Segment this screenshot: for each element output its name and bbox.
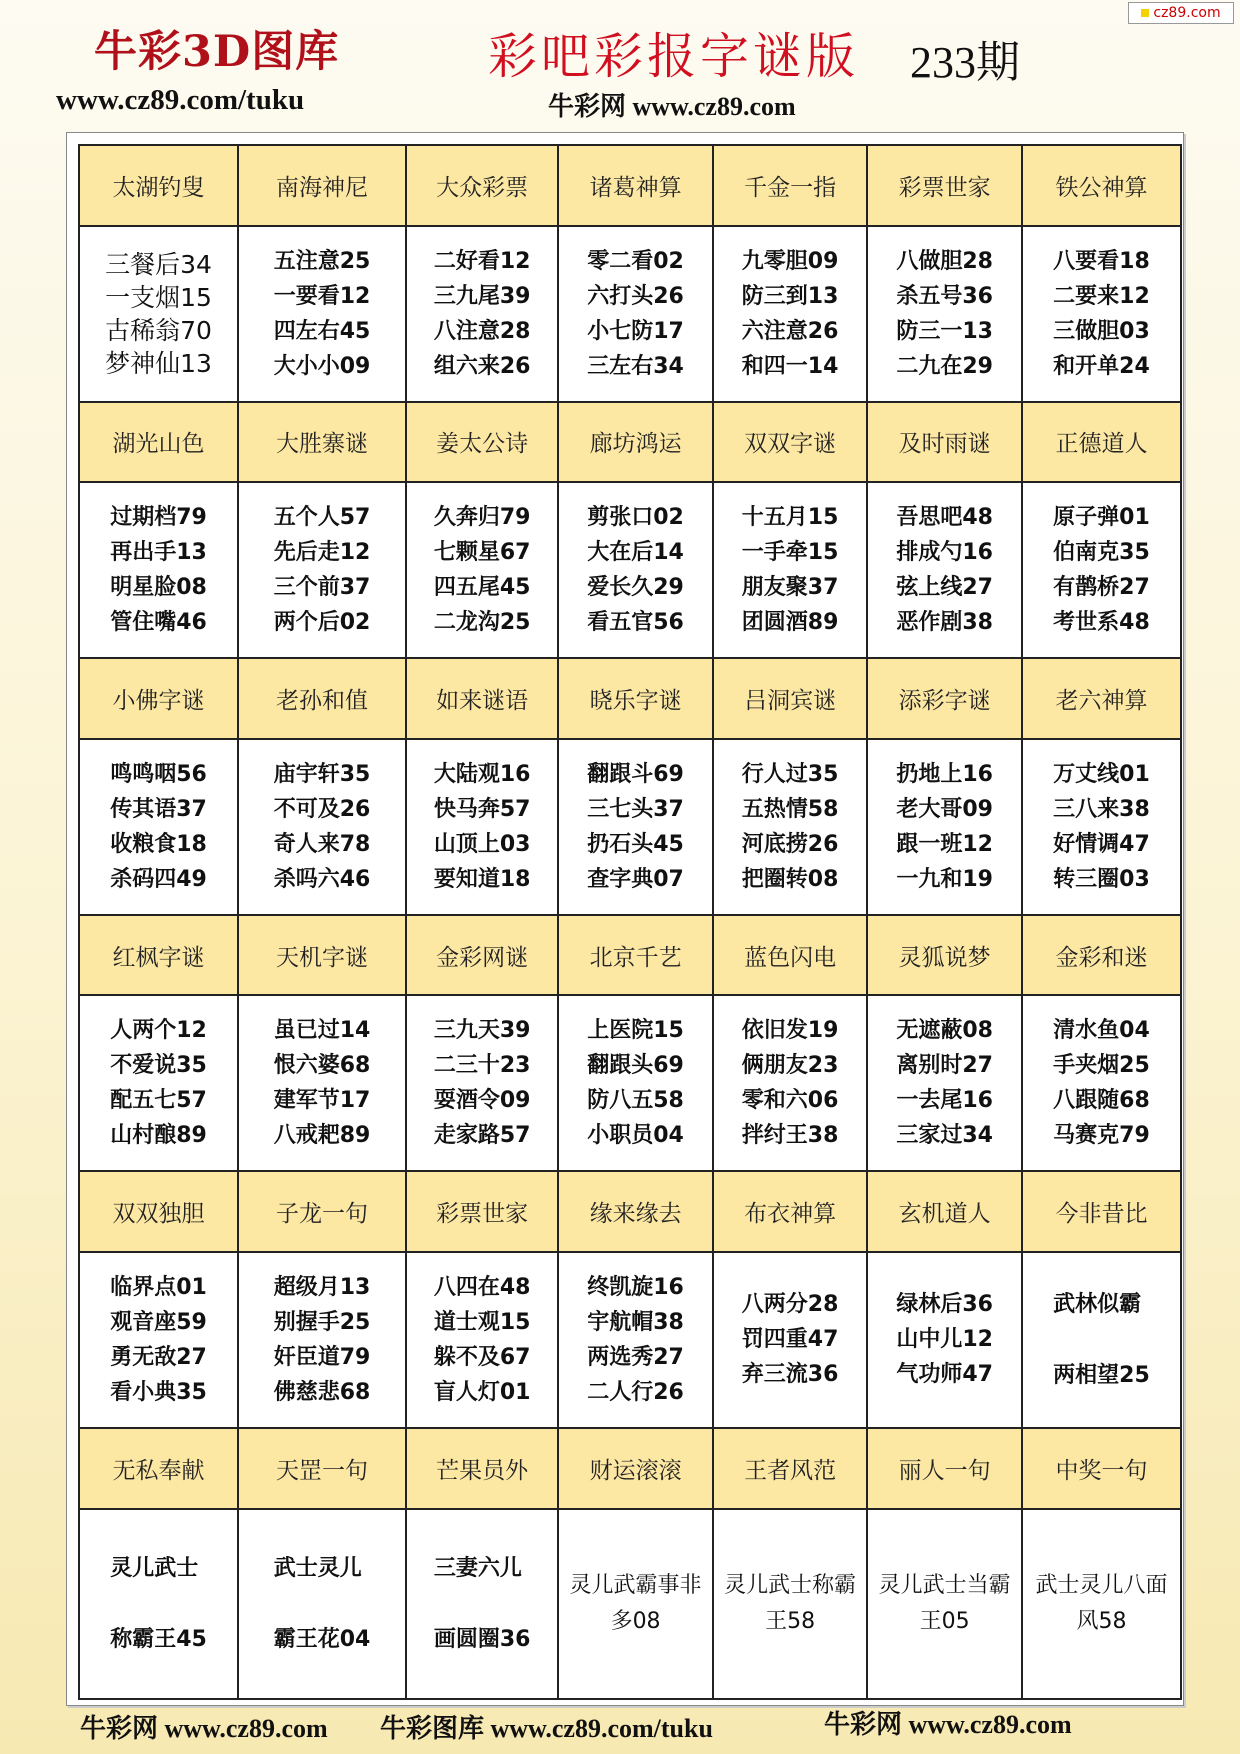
column-source-name: 太湖钓叟 xyxy=(79,145,238,226)
riddle-lines xyxy=(587,244,684,384)
riddle-lines xyxy=(896,1287,993,1392)
riddle-line: 扔地上16 xyxy=(896,761,993,787)
riddle-line: 佛慈悲68 xyxy=(273,1379,371,1405)
riddle-lines xyxy=(110,1551,207,1657)
column-source-name: 双双独胆 xyxy=(79,1171,238,1252)
riddle-line: 弃三流36 xyxy=(741,1362,839,1388)
column-source-name: 灵狐说梦 xyxy=(867,915,1022,996)
riddle-lines xyxy=(274,1013,371,1153)
riddle-line: 七颗星67 xyxy=(433,540,531,566)
riddle-lines xyxy=(434,757,531,897)
riddle-lines xyxy=(110,1270,207,1410)
riddle-cell xyxy=(79,995,238,1171)
riddle-lines xyxy=(434,1270,531,1410)
riddle-line: 杀码四49 xyxy=(110,866,207,892)
riddle-line: 收粮食18 xyxy=(110,831,207,857)
riddle-cell xyxy=(713,739,868,915)
riddle-line: 三左右34 xyxy=(587,353,684,379)
riddle-cell xyxy=(558,1252,713,1428)
riddle-line: 爱长久29 xyxy=(587,575,684,601)
column-source-name: 金彩网谜 xyxy=(406,915,558,996)
riddle-line: 一去尾16 xyxy=(896,1088,993,1114)
column-source-name: 诸葛神算 xyxy=(558,145,713,226)
column-source-name: 老孙和值 xyxy=(238,658,406,739)
riddle-cell xyxy=(713,226,868,402)
riddle-cell xyxy=(867,1252,1022,1428)
riddle-line: 三七头37 xyxy=(587,796,684,822)
riddle-line: 超级月13 xyxy=(273,1274,371,1300)
riddle-line: 三餐后34 xyxy=(105,249,212,279)
riddle-line: 手夹烟25 xyxy=(1053,1053,1150,1079)
column-source-name: 姜太公诗 xyxy=(406,402,558,483)
column-source-name: 天机字谜 xyxy=(238,915,406,996)
riddle-lines xyxy=(274,1270,371,1410)
riddle-line: 灵儿武士当霸王05 xyxy=(878,1572,1011,1634)
riddle-line: 山村酿89 xyxy=(110,1123,207,1149)
riddle-lines xyxy=(896,500,993,640)
riddle-line: 扔石头45 xyxy=(587,831,684,857)
riddle-line: 杀五号36 xyxy=(896,283,993,309)
riddle-cell xyxy=(1022,226,1181,402)
footer-link-middle[interactable]: 牛彩图库 www.cz89.com/tuku xyxy=(380,1714,713,1743)
riddle-lines xyxy=(274,500,371,640)
riddle-cell xyxy=(79,1252,238,1428)
riddle-row xyxy=(79,1252,1181,1428)
riddle-cell xyxy=(1022,482,1181,658)
riddle-line: 零二看02 xyxy=(587,248,684,274)
header-row xyxy=(79,402,1181,483)
riddle-line: 两选秀27 xyxy=(587,1344,684,1370)
riddle-cell xyxy=(406,739,558,915)
brand-title: 牛彩3D图库 xyxy=(94,27,340,77)
riddle-cell xyxy=(713,995,868,1171)
riddle-line: 团圆酒89 xyxy=(741,610,839,636)
riddle-line: 八跟随68 xyxy=(1053,1088,1150,1114)
riddle-line: 管住嘴46 xyxy=(110,610,207,636)
riddle-line: 剪张口02 xyxy=(587,505,684,531)
column-source-name: 铁公神算 xyxy=(1022,145,1181,226)
riddle-line: 二三十23 xyxy=(433,1053,531,1079)
riddle-line: 明星脸08 xyxy=(110,575,207,601)
riddle-line: 奸臣道79 xyxy=(273,1344,371,1370)
riddle-lines xyxy=(742,1287,839,1392)
riddle-lines xyxy=(434,500,531,640)
riddle-line: 道士观15 xyxy=(433,1309,531,1335)
riddle-line: 一手牵15 xyxy=(741,540,839,566)
riddle-line: 梦神仙13 xyxy=(105,348,212,378)
riddle-line: 五个人57 xyxy=(273,505,371,531)
riddle-cell xyxy=(867,1509,1022,1700)
riddle-line: 清水鱼04 xyxy=(1053,1018,1150,1044)
riddle-line: 四五尾45 xyxy=(433,575,531,601)
riddle-line: 先后走12 xyxy=(273,540,371,566)
riddle-line: 山中儿12 xyxy=(896,1327,993,1353)
line-spacer xyxy=(274,1586,371,1622)
column-source-name: 无私奉献 xyxy=(79,1428,238,1509)
riddle-cell xyxy=(79,739,238,915)
riddle-line: 宇航帽38 xyxy=(587,1309,684,1335)
riddle-line: 转三圈03 xyxy=(1053,866,1150,892)
riddle-cell xyxy=(558,1509,713,1700)
riddle-line: 一九和19 xyxy=(896,866,993,892)
riddle-lines xyxy=(105,248,212,380)
riddle-lines xyxy=(110,500,207,640)
riddle-line: 恨六婆68 xyxy=(273,1053,371,1079)
riddle-line: 离别时27 xyxy=(896,1053,993,1079)
riddle-line: 看小典35 xyxy=(110,1379,207,1405)
riddle-lines xyxy=(434,1013,531,1153)
riddle-line: 小七防17 xyxy=(587,318,684,344)
riddle-line: 灵儿武士 xyxy=(110,1555,199,1581)
riddle-line: 无遮蔽08 xyxy=(896,1018,993,1044)
riddle-cell xyxy=(867,482,1022,658)
riddle-line: 拌纣王38 xyxy=(741,1123,839,1149)
riddle-line: 四左右45 xyxy=(273,318,371,344)
riddle-cell xyxy=(238,739,406,915)
riddle-line: 有鹊桥27 xyxy=(1053,575,1150,601)
riddle-line: 吾思吧48 xyxy=(896,505,993,531)
riddle-line: 老大哥09 xyxy=(896,796,993,822)
riddle-lines xyxy=(1053,244,1150,384)
riddle-lines xyxy=(110,757,207,897)
riddle-lines xyxy=(896,1013,993,1153)
column-source-name: 双双字谜 xyxy=(713,402,868,483)
riddle-line: 八两分28 xyxy=(741,1292,839,1318)
riddle-cell xyxy=(558,995,713,1171)
column-source-name: 丽人一句 xyxy=(867,1428,1022,1509)
riddle-line: 马赛克79 xyxy=(1053,1123,1150,1149)
riddle-cell xyxy=(79,482,238,658)
riddle-line: 八做胆28 xyxy=(896,248,993,274)
riddle-line: 大陆观16 xyxy=(433,761,531,787)
riddle-cell xyxy=(406,1509,558,1700)
riddle-line: 伯南克35 xyxy=(1053,540,1150,566)
riddle-lines xyxy=(434,244,531,384)
column-source-name: 大众彩票 xyxy=(406,145,558,226)
riddle-line: 防八五58 xyxy=(587,1088,684,1114)
riddle-line: 二九在29 xyxy=(896,353,993,379)
riddle-line: 灵儿武士称霸王58 xyxy=(724,1572,857,1634)
riddle-cell xyxy=(406,226,558,402)
riddle-lines xyxy=(896,244,993,384)
footer-link-left[interactable]: 牛彩网 www.cz89.com xyxy=(80,1714,328,1743)
riddle-row xyxy=(79,995,1181,1171)
site-tag-marker-icon xyxy=(1141,9,1149,17)
riddle-cell xyxy=(558,226,713,402)
riddle-line: 九零胆09 xyxy=(741,248,839,274)
riddle-row xyxy=(79,226,1181,402)
riddle-line: 二龙沟25 xyxy=(433,610,531,636)
column-source-name: 今非昔比 xyxy=(1022,1171,1181,1252)
column-source-name: 蓝色闪电 xyxy=(713,915,868,996)
riddle-lines xyxy=(1053,1287,1150,1393)
riddle-line: 配五七57 xyxy=(110,1088,207,1114)
riddle-cell xyxy=(867,226,1022,402)
riddle-line: 气功师47 xyxy=(896,1362,993,1388)
riddle-line: 一要看12 xyxy=(273,283,371,309)
line-spacer xyxy=(110,1586,207,1622)
riddle-cell xyxy=(713,1252,868,1428)
riddle-line: 和四一14 xyxy=(741,353,839,379)
riddle-line: 杀吗六46 xyxy=(273,866,371,892)
riddle-lines xyxy=(274,1551,371,1657)
riddle-cell xyxy=(867,995,1022,1171)
riddle-cell xyxy=(79,226,238,402)
riddle-line: 三九尾39 xyxy=(433,283,531,309)
column-source-name: 布衣神算 xyxy=(713,1171,868,1252)
issue-number: 233期 xyxy=(910,38,1020,87)
riddle-line: 两相望25 xyxy=(1053,1362,1150,1388)
riddle-cell xyxy=(238,226,406,402)
riddle-line: 排成勺16 xyxy=(896,540,993,566)
footer-link-right[interactable]: 牛彩网 www.cz89.com xyxy=(824,1710,1072,1739)
riddle-line: 原子弹01 xyxy=(1053,505,1150,531)
column-source-name: 彩票世家 xyxy=(867,145,1022,226)
site-url[interactable]: 牛彩网 www.cz89.com xyxy=(548,92,796,121)
riddle-line: 组六来26 xyxy=(433,353,531,379)
riddle-line: 俩朋友23 xyxy=(741,1053,839,1079)
riddle-line: 一支烟15 xyxy=(105,282,212,312)
riddle-line: 两个后02 xyxy=(273,610,371,636)
riddle-lines xyxy=(110,1013,207,1153)
riddle-line: 防三一13 xyxy=(896,318,993,344)
column-source-name: 湖光山色 xyxy=(79,402,238,483)
column-source-name: 正德道人 xyxy=(1022,402,1181,483)
riddle-line: 过期档79 xyxy=(110,505,207,531)
riddle-line: 十五月15 xyxy=(741,505,839,531)
column-source-name: 老六神算 xyxy=(1022,658,1181,739)
riddle-line: 五热情58 xyxy=(741,796,839,822)
riddle-cell xyxy=(406,482,558,658)
column-source-name: 王者风范 xyxy=(713,1428,868,1509)
riddle-line: 翻跟斗69 xyxy=(587,761,684,787)
riddle-line: 走家路57 xyxy=(433,1123,531,1149)
riddle-line: 武士灵儿八面风58 xyxy=(1035,1572,1168,1634)
riddle-line: 朋友聚37 xyxy=(741,575,839,601)
column-source-name: 小佛字谜 xyxy=(79,658,238,739)
riddle-lines xyxy=(587,500,684,640)
riddle-line: 二人行26 xyxy=(587,1379,684,1405)
riddle-line: 看五官56 xyxy=(587,610,684,636)
column-source-name: 彩票世家 xyxy=(406,1171,558,1252)
column-source-name: 天罡一句 xyxy=(238,1428,406,1509)
riddle-line: 把圈转08 xyxy=(741,866,839,892)
riddle-line: 弦上线27 xyxy=(896,575,993,601)
riddle-cell xyxy=(1022,1252,1181,1428)
riddle-line: 盲人灯01 xyxy=(433,1379,531,1405)
riddle-cell xyxy=(238,1252,406,1428)
riddle-lines xyxy=(587,757,684,897)
riddle-line: 零和六06 xyxy=(741,1088,839,1114)
riddle-line: 建军节17 xyxy=(273,1088,371,1114)
riddle-line: 八四在48 xyxy=(433,1274,531,1300)
riddle-line: 八要看18 xyxy=(1053,248,1150,274)
column-source-name: 北京千艺 xyxy=(558,915,713,996)
line-spacer xyxy=(1053,1322,1150,1358)
riddle-line: 画圆圈36 xyxy=(433,1626,531,1652)
riddle-line: 二要来12 xyxy=(1053,283,1150,309)
riddle-line: 河底捞26 xyxy=(741,831,839,857)
riddle-line: 别握手25 xyxy=(273,1309,371,1335)
riddle-line: 临界点01 xyxy=(110,1274,207,1300)
riddle-line: 武林似霸 xyxy=(1053,1291,1142,1317)
column-source-name: 添彩字谜 xyxy=(867,658,1022,739)
riddle-line: 上医院15 xyxy=(587,1018,684,1044)
riddle-lines xyxy=(742,500,839,640)
riddle-line: 跟一班12 xyxy=(896,831,993,857)
riddle-line: 三八来38 xyxy=(1053,796,1150,822)
riddle-line: 大在后14 xyxy=(587,540,684,566)
riddle-line: 耍酒令09 xyxy=(433,1088,531,1114)
riddle-line: 八注意28 xyxy=(433,318,531,344)
riddle-line: 翻跟头69 xyxy=(587,1053,684,1079)
column-source-name: 吕洞宾谜 xyxy=(713,658,868,739)
riddle-cell xyxy=(713,482,868,658)
header-row xyxy=(79,1428,1181,1509)
riddle-cell xyxy=(238,482,406,658)
riddle-line: 行人过35 xyxy=(741,761,839,787)
riddle-line: 依旧发19 xyxy=(741,1018,839,1044)
riddle-lines xyxy=(1053,1013,1150,1153)
riddle-line: 古稀翁70 xyxy=(105,315,212,345)
column-source-name: 南海神尼 xyxy=(238,145,406,226)
riddle-line: 六打头26 xyxy=(587,283,684,309)
riddle-cell xyxy=(558,482,713,658)
column-source-name: 如来谜语 xyxy=(406,658,558,739)
riddle-line: 三家过34 xyxy=(896,1123,993,1149)
header-row xyxy=(79,1171,1181,1252)
riddle-cell xyxy=(1022,739,1181,915)
riddle-line: 二好看12 xyxy=(433,248,531,274)
column-source-name: 大胜寨谜 xyxy=(238,402,406,483)
riddle-lines xyxy=(434,1551,531,1657)
riddle-line: 防三到13 xyxy=(741,283,839,309)
riddle-table xyxy=(78,144,1182,1700)
column-source-name: 财运滚滚 xyxy=(558,1428,713,1509)
riddle-line: 绿林后36 xyxy=(896,1292,993,1318)
riddle-line: 武士灵儿 xyxy=(273,1555,362,1581)
riddle-row xyxy=(79,739,1181,915)
riddle-lines xyxy=(1053,757,1150,897)
riddle-lines xyxy=(742,757,839,897)
riddle-cell xyxy=(406,995,558,1171)
riddle-line: 人两个12 xyxy=(110,1018,207,1044)
riddle-line: 勇无敌27 xyxy=(110,1344,207,1370)
riddle-line: 终凯旋16 xyxy=(587,1274,684,1300)
riddle-line: 庙宇轩35 xyxy=(273,761,371,787)
riddle-lines xyxy=(587,1013,684,1153)
riddle-line: 鸣鸣咽56 xyxy=(110,761,207,787)
riddle-line: 久奔归79 xyxy=(433,505,531,531)
riddle-cell xyxy=(79,1509,238,1700)
riddle-line: 灵儿武霸事非多08 xyxy=(569,1572,702,1634)
riddle-line: 虽已过14 xyxy=(273,1018,371,1044)
riddle-row xyxy=(79,1509,1181,1700)
column-source-name: 金彩和迷 xyxy=(1022,915,1181,996)
riddle-line: 罚四重47 xyxy=(741,1327,839,1353)
column-source-name: 廊坊鸿运 xyxy=(558,402,713,483)
column-source-name: 中奖一句 xyxy=(1022,1428,1181,1509)
riddle-line: 观音座59 xyxy=(110,1309,207,1335)
site-tag-text: cz89.com xyxy=(1153,5,1221,21)
riddle-line: 万丈线01 xyxy=(1053,761,1150,787)
riddle-line: 和开单24 xyxy=(1053,353,1150,379)
column-source-name: 晓乐字谜 xyxy=(558,658,713,739)
riddle-cell xyxy=(406,1252,558,1428)
header-row xyxy=(79,658,1181,739)
column-source-name: 及时雨谜 xyxy=(867,402,1022,483)
riddle-line: 三九天39 xyxy=(433,1018,531,1044)
riddle-line: 小职员04 xyxy=(587,1123,684,1149)
riddle-line: 奇人来78 xyxy=(273,831,371,857)
riddle-line: 再出手13 xyxy=(110,540,207,566)
riddle-lines xyxy=(1053,500,1150,640)
riddle-line: 好情调47 xyxy=(1053,831,1150,857)
riddle-line: 称霸王45 xyxy=(110,1626,207,1652)
site-tag[interactable] xyxy=(1128,2,1234,24)
riddle-lines xyxy=(742,1013,839,1153)
riddle-line: 八戒耙89 xyxy=(273,1123,371,1149)
column-source-name: 红枫字谜 xyxy=(79,915,238,996)
riddle-cell xyxy=(867,739,1022,915)
riddle-cell xyxy=(238,1509,406,1700)
riddle-lines xyxy=(274,244,371,384)
riddle-line: 躲不及67 xyxy=(433,1344,531,1370)
brand-url[interactable]: www.cz89.com/tuku xyxy=(56,84,305,116)
header-row xyxy=(79,915,1181,996)
riddle-lines xyxy=(742,244,839,384)
riddle-line: 五注意25 xyxy=(273,248,371,274)
riddle-line: 传其语37 xyxy=(110,796,207,822)
line-spacer xyxy=(434,1586,531,1622)
column-source-name: 千金一指 xyxy=(713,145,868,226)
riddle-line: 恶作剧38 xyxy=(896,610,993,636)
riddle-line: 大小小09 xyxy=(273,353,371,379)
page-title: 彩吧彩报字谜版 xyxy=(488,28,860,85)
riddle-lines xyxy=(587,1270,684,1410)
riddle-line: 考世系48 xyxy=(1053,610,1150,636)
riddle-row xyxy=(79,482,1181,658)
riddle-line: 查字典07 xyxy=(587,866,684,892)
riddle-lines xyxy=(896,757,993,897)
riddle-line: 三个前37 xyxy=(273,575,371,601)
riddle-line: 霸王花04 xyxy=(273,1626,371,1652)
riddle-lines xyxy=(274,757,371,897)
riddle-line: 快马奔57 xyxy=(433,796,531,822)
riddle-line: 三做胆03 xyxy=(1053,318,1150,344)
riddle-cell xyxy=(713,1509,868,1700)
column-source-name: 玄机道人 xyxy=(867,1171,1022,1252)
riddle-line: 不可及26 xyxy=(273,796,371,822)
riddle-line: 不爱说35 xyxy=(110,1053,207,1079)
column-source-name: 芒果员外 xyxy=(406,1428,558,1509)
riddle-line: 三妻六儿 xyxy=(433,1555,522,1581)
riddle-cell xyxy=(238,995,406,1171)
riddle-line: 要知道18 xyxy=(433,866,531,892)
riddle-cell xyxy=(558,739,713,915)
riddle-line: 六注意26 xyxy=(741,318,839,344)
riddle-cell xyxy=(1022,995,1181,1171)
column-source-name: 缘来缘去 xyxy=(558,1171,713,1252)
column-source-name: 子龙一句 xyxy=(238,1171,406,1252)
riddle-line: 山顶上03 xyxy=(433,831,531,857)
riddle-cell xyxy=(1022,1509,1181,1700)
header-row xyxy=(79,145,1181,226)
